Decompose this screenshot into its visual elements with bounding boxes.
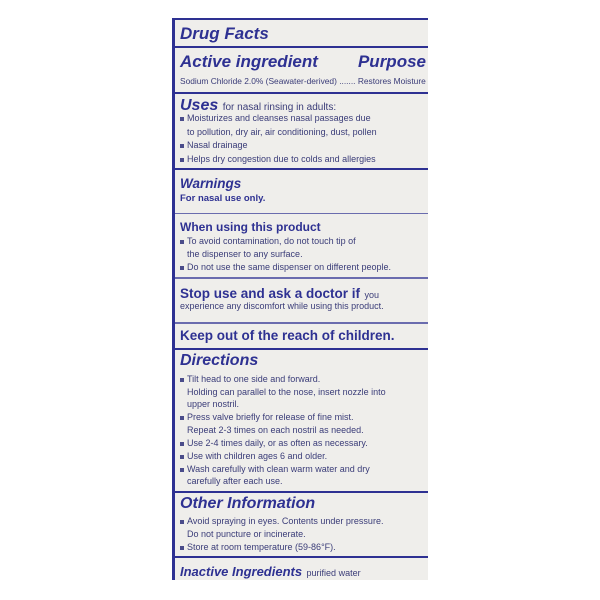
bullet-icon bbox=[180, 468, 184, 472]
list-item-line: Avoid spraying in eyes. Contents under pressure. bbox=[187, 516, 384, 526]
list-item-line: carefully after each use. bbox=[187, 476, 283, 486]
list-item-line: Store at room temperature (59-86°F). bbox=[187, 542, 336, 552]
list-item-line: Helps dry congestion due to colds and allergies bbox=[187, 153, 376, 164]
divider bbox=[172, 556, 428, 558]
nasal-use-only: For nasal use only. bbox=[180, 193, 266, 204]
bullet-icon bbox=[180, 416, 184, 420]
bullet-icon bbox=[180, 378, 184, 382]
bullet-icon bbox=[180, 455, 184, 459]
keep-out-warning: Keep out of the reach of children. bbox=[180, 328, 395, 343]
divider bbox=[172, 92, 428, 94]
stop-use-heading: Stop use and ask a doctor if bbox=[180, 286, 361, 301]
bullet-icon bbox=[180, 520, 184, 524]
other-information-heading: Other Information bbox=[180, 495, 316, 512]
leader-dots: ....... bbox=[339, 76, 356, 86]
divider bbox=[172, 46, 428, 48]
drug-facts-title: Drug Facts bbox=[180, 24, 269, 43]
list-item-line: Use with children ages 6 and older. bbox=[187, 450, 328, 461]
list-item-line: Moisturizes and cleanses nasal passages due bbox=[187, 113, 371, 123]
list-item-line: Repeat 2-3 times on each nostril as needed. bbox=[187, 424, 364, 435]
bullet-icon bbox=[180, 144, 184, 148]
ingredient-purpose: Restores Moisture bbox=[357, 76, 426, 86]
directions-heading: Directions bbox=[180, 352, 259, 369]
when-using-heading: When using this product bbox=[180, 220, 321, 234]
inactive-ingredients-heading: Inactive Ingredients bbox=[180, 564, 303, 579]
divider bbox=[172, 168, 428, 170]
list-item-line: Tilt head to one side and forward. bbox=[187, 374, 321, 384]
stop-use-line bbox=[180, 286, 379, 302]
list-item-line: upper nostril. bbox=[187, 399, 240, 409]
ingredient-name: Sodium Chloride 2.0% (Seawater-derived) bbox=[180, 76, 337, 86]
inactive-ingredients-text: purified water bbox=[306, 568, 361, 578]
bullet-icon bbox=[180, 266, 184, 270]
list-item-line: to pollution, dry air, air conditioning, dust, pollen bbox=[187, 126, 377, 137]
bullet-icon bbox=[180, 158, 184, 162]
bullet-icon bbox=[180, 442, 184, 446]
bullet-icon bbox=[180, 117, 184, 121]
warnings-heading: Warnings bbox=[180, 176, 242, 191]
list-item-line: Use 2-4 times daily, or as often as necessary. bbox=[187, 437, 368, 448]
list-item-line: the dispenser to any surface. bbox=[187, 249, 303, 259]
list-item-line: Wash carefully with clean warm water and dry bbox=[187, 463, 370, 474]
divider bbox=[175, 322, 428, 324]
divider bbox=[172, 491, 428, 493]
bullet-icon bbox=[180, 546, 184, 550]
divider bbox=[175, 277, 428, 279]
uses-intro: for nasal rinsing in adults: bbox=[222, 102, 337, 113]
list-item-line: Nasal drainage bbox=[187, 140, 248, 150]
active-ingredient-heading: Active ingredient bbox=[180, 52, 318, 71]
purpose-heading: Purpose bbox=[357, 52, 426, 71]
list-item-line: Do not puncture or incinerate. bbox=[187, 529, 306, 539]
list-item-line: Do not use the same dispenser on different people. bbox=[187, 262, 391, 272]
uses-heading: Uses bbox=[180, 97, 219, 114]
stop-use-text-2: experience any discomfort while using this product. bbox=[180, 301, 384, 311]
active-ingredient-line bbox=[180, 77, 426, 85]
list-item-line: Holding can parallel to the nose, insert nozzle into bbox=[187, 386, 386, 397]
bullet-icon bbox=[180, 240, 184, 244]
divider bbox=[175, 213, 428, 214]
stop-use-text: you bbox=[364, 290, 380, 300]
list-item-line: To avoid contamination, do not touch tip of bbox=[187, 236, 356, 246]
uses-heading-line bbox=[180, 98, 336, 114]
divider bbox=[172, 348, 428, 350]
list-item-line: Press valve briefly for release of fine mist. bbox=[187, 412, 354, 422]
inactive-ingredients-line bbox=[180, 564, 361, 580]
